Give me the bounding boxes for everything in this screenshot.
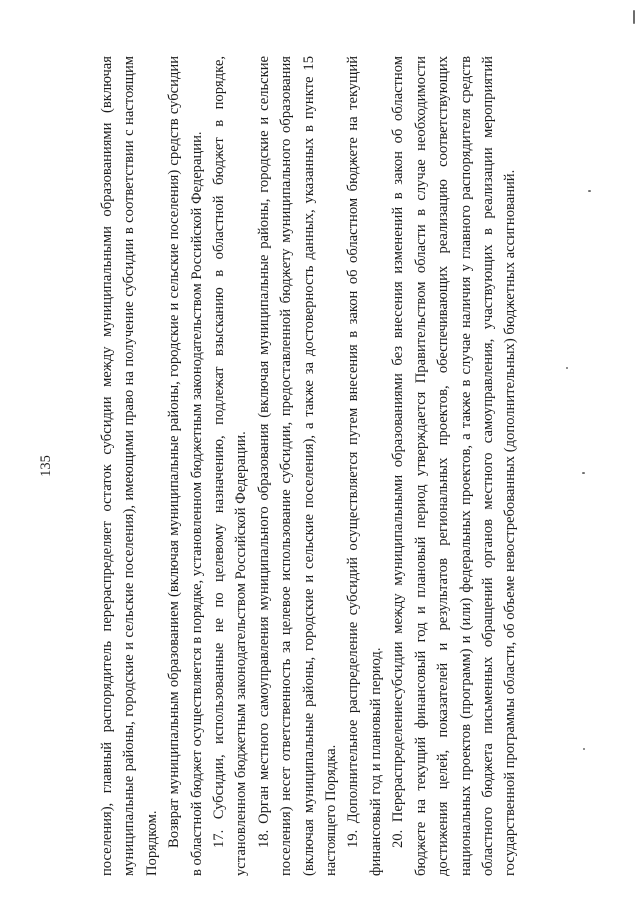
- paragraph-20: 20. Перераспределениесубсидии между муниципальными образованиями без внесения изменений в закон об областном бюджете на текущий финансовый год и плановый период утверждается Правительством области в случае необходимости достижения целей, показателей и результатов региональных проектов, обеспечивающих реализацию соответствующих национальных проектов (программ) и (или) федеральных проектов, а также в случае наличия у главного распорядителя средств областного бюджета письменных обращений органов местного самоуправления, участвующих в реализации мероприятий государственной программы области, об объеме невостребованных (дополнительных) бюджетных ассигнований.: [390, 56, 519, 876]
- scan-artifact: [633, 10, 635, 24]
- scan-artifact: [582, 472, 585, 474]
- scan-artifact: [566, 367, 568, 369]
- paragraph-2: Возврат муниципальным образованием (включая муниципальные районы, городские и сельские поселения) средств субсидии в областной бюджет осуществляется в порядке, установленном бюджетным законодательством Российской Федерации.: [166, 56, 205, 876]
- page-number-block: [38, 56, 400, 876]
- paragraph-19: 19. Дополнительное распределение субсидий осуществляется путем внесения в закон об областном бюджете на текущий финансовый год и плановый период.: [345, 56, 384, 876]
- scan-artifact: [588, 190, 591, 192]
- scan-artifact: [583, 748, 585, 750]
- paragraph-18: 18. Орган местного самоуправления муниципального образования (включая муниципальные районы, городские и сельские поселения) несет ответственность за целевое использование субсидии, предоставленной бюджету муниципального образования (включая муниципальные районы, городские и сельские поселения), а также за достоверность данных, указанных в пункте 15 настоящего Порядка.: [255, 56, 340, 876]
- page-number: 135: [38, 455, 54, 477]
- paragraph-17: 17. Субсидии, использованные не по целевому назначению, подлежат взысканию в областной бюджет в порядке, установленном бюджетным законодательством Российской Федерации.: [211, 56, 250, 876]
- paragraph-1: поселения), главный распорядитель перераспределяет остаток субсидии между муниципальными образованиями (включая муниципальные районы, городские и сельские поселения), имеющими право на получение субсидии в соответствии с настоящим Порядком.: [99, 56, 160, 876]
